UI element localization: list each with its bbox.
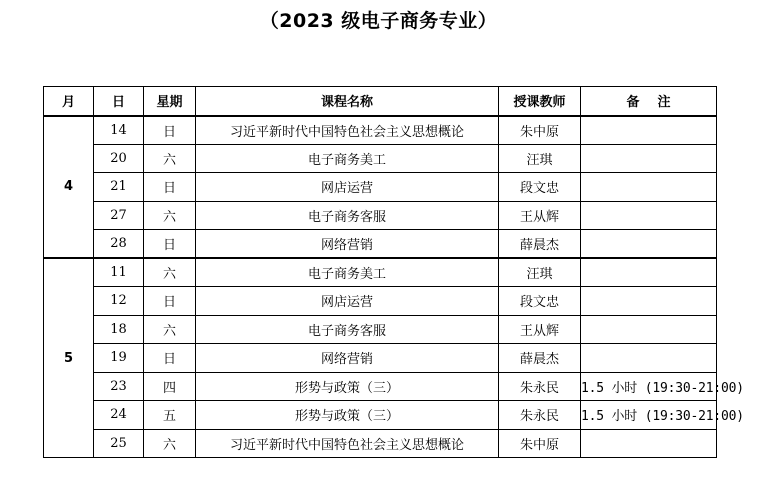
header-month: 月 <box>44 87 94 116</box>
day-cell: 11 <box>94 258 144 287</box>
day-cell: 14 <box>94 116 144 145</box>
day-cell: 27 <box>94 201 144 230</box>
teacher-cell: 朱中原 <box>499 116 581 145</box>
table-header-row <box>44 87 717 116</box>
day-cell: 18 <box>94 315 144 344</box>
notes-cell <box>581 258 717 287</box>
table-row <box>44 173 717 202</box>
weekday-cell: 六 <box>144 201 196 230</box>
day-cell: 19 <box>94 344 144 373</box>
weekday-cell: 六 <box>144 258 196 287</box>
notes-cell <box>581 173 717 202</box>
notes-cell <box>581 429 717 458</box>
weekday-cell: 日 <box>144 173 196 202</box>
course-cell: 电子商务美工 <box>196 144 499 173</box>
teacher-cell: 汪琪 <box>499 258 581 287</box>
header-day: 日 <box>94 87 144 116</box>
notes-cell: 1.5 小时 (19:30-21:00) <box>581 401 717 430</box>
weekday-cell: 日 <box>144 116 196 145</box>
course-cell: 电子商务客服 <box>196 315 499 344</box>
teacher-cell: 王从辉 <box>499 315 581 344</box>
course-cell: 网店运营 <box>196 287 499 316</box>
weekday-cell: 六 <box>144 144 196 173</box>
notes-cell <box>581 287 717 316</box>
table-row <box>44 201 717 230</box>
table-row <box>44 344 717 373</box>
weekday-cell: 日 <box>144 287 196 316</box>
header-notes: 备注 <box>581 87 717 116</box>
course-cell: 网店运营 <box>196 173 499 202</box>
weekday-cell: 六 <box>144 429 196 458</box>
weekday-cell: 五 <box>144 401 196 430</box>
day-cell: 28 <box>94 230 144 259</box>
notes-cell <box>581 315 717 344</box>
month-cell: 4 <box>44 116 94 259</box>
notes-cell <box>581 116 717 145</box>
course-cell: 网络营销 <box>196 344 499 373</box>
table-row <box>44 287 717 316</box>
weekday-cell: 日 <box>144 344 196 373</box>
header-course: 课程名称 <box>196 87 499 116</box>
table-row <box>44 429 717 458</box>
table-row <box>44 401 717 430</box>
teacher-cell: 朱永民 <box>499 401 581 430</box>
table-row <box>44 258 717 287</box>
header-teacher: 授课教师 <box>499 87 581 116</box>
table-row <box>44 230 717 259</box>
teacher-cell: 段文忠 <box>499 287 581 316</box>
weekday-cell: 日 <box>144 230 196 259</box>
weekday-cell: 四 <box>144 372 196 401</box>
teacher-cell: 段文忠 <box>499 173 581 202</box>
day-cell: 20 <box>94 144 144 173</box>
notes-cell <box>581 144 717 173</box>
month-cell: 5 <box>44 258 94 458</box>
teacher-cell: 王从辉 <box>499 201 581 230</box>
table-row <box>44 372 717 401</box>
course-cell: 形势与政策（三） <box>196 401 499 430</box>
teacher-cell: 朱中原 <box>499 429 581 458</box>
weekday-cell: 六 <box>144 315 196 344</box>
teacher-cell: 薛晨杰 <box>499 344 581 373</box>
day-cell: 12 <box>94 287 144 316</box>
day-cell: 25 <box>94 429 144 458</box>
course-cell: 习近平新时代中国特色社会主义思想概论 <box>196 116 499 145</box>
teacher-cell: 薛晨杰 <box>499 230 581 259</box>
notes-cell <box>581 201 717 230</box>
course-cell: 习近平新时代中国特色社会主义思想概论 <box>196 429 499 458</box>
day-cell: 21 <box>94 173 144 202</box>
course-cell: 形势与政策（三） <box>196 372 499 401</box>
table-row <box>44 116 717 145</box>
course-cell: 网络营销 <box>196 230 499 259</box>
notes-cell <box>581 230 717 259</box>
table-row <box>44 144 717 173</box>
course-cell: 电子商务美工 <box>196 258 499 287</box>
teacher-cell: 汪琪 <box>499 144 581 173</box>
day-cell: 24 <box>94 401 144 430</box>
day-cell: 23 <box>94 372 144 401</box>
course-cell: 电子商务客服 <box>196 201 499 230</box>
teacher-cell: 朱永民 <box>499 372 581 401</box>
page-title: （2023 级电子商务专业） <box>259 10 498 32</box>
notes-cell <box>581 344 717 373</box>
notes-cell: 1.5 小时 (19:30-21:00) <box>581 372 717 401</box>
table-row <box>44 315 717 344</box>
header-weekday: 星期 <box>144 87 196 116</box>
course-schedule-table <box>43 86 744 458</box>
